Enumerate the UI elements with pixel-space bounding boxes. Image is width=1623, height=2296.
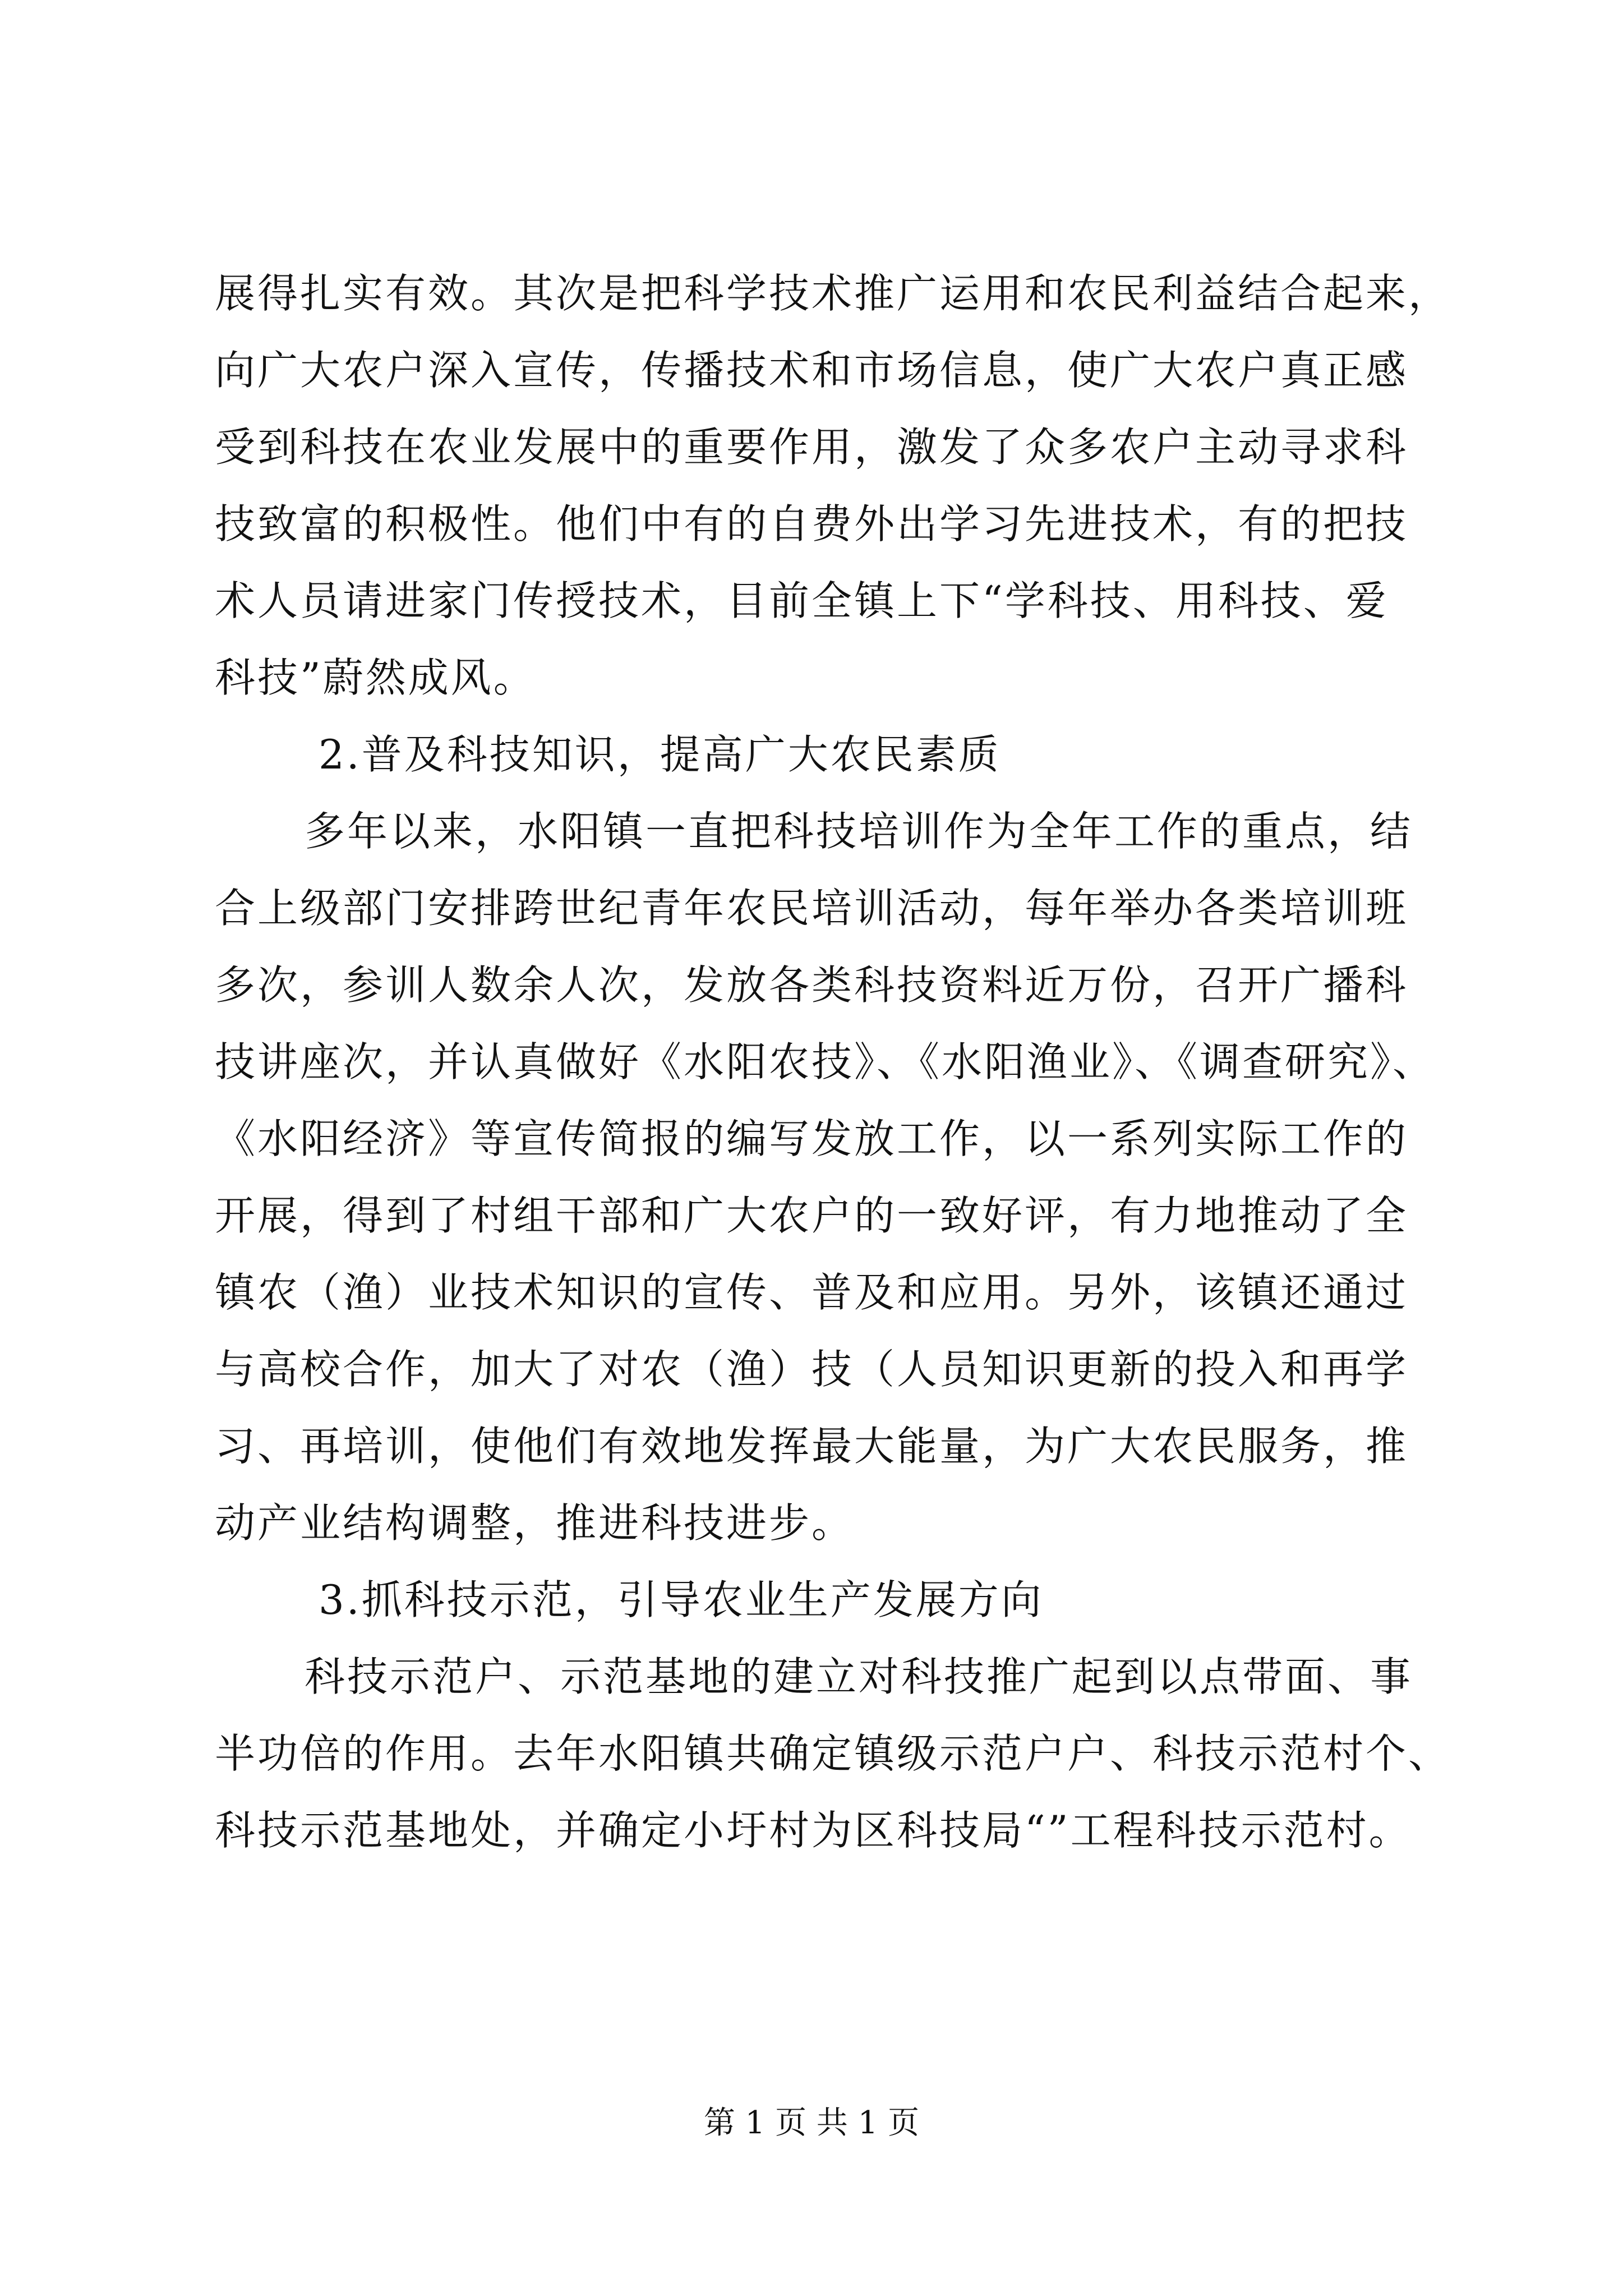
document-body bbox=[215, 255, 1465, 1869]
text-line: 合上级部门安排跨世纪青年农民培训活动，每年举办各类培训班 bbox=[215, 885, 1409, 932]
text-line: 向广大农户深入宣传，传播技术和市场信息，使广大农户真正感 bbox=[215, 347, 1409, 394]
text-line: 半功倍的作用。去年水阳镇共确定镇级示范户户、科技示范村个、 bbox=[215, 1730, 1451, 1777]
text-line: 与高校合作，加大了对农（渔）技（人员知识更新的投入和再学 bbox=[215, 1346, 1409, 1393]
text-line: 动产业结构调整，推进科技进步。 bbox=[215, 1499, 855, 1547]
section-heading: 3.抓科技示范，引导农业生产发展方向 bbox=[319, 1576, 1044, 1623]
text-line: 镇农（渔）业技术知识的宣传、普及和应用。另外，该镇还通过 bbox=[215, 1269, 1409, 1316]
section-heading: 2.普及科技知识，提高广大农民素质 bbox=[319, 731, 1001, 778]
text-line: 科技示范基地处，并确定小圩村为区科技局“”工程科技示范村。 bbox=[215, 1807, 1412, 1854]
text-line: 多次，参训人数余人次，发放各类科技资料近万份，召开广播科 bbox=[215, 961, 1409, 1009]
page-number-footer: 第 1 页 共 1 页 bbox=[703, 2105, 920, 2141]
text-line: 展得扎实有效。其次是把科学技术推广运用和农民利益结合起来， bbox=[215, 270, 1451, 317]
text-line: 术人员请进家门传授技术，目前全镇上下“学科技、用科技、爱 bbox=[215, 577, 1389, 624]
paragraph-first-line: 多年以来，水阳镇一直把科技培训作为全年工作的重点，结 bbox=[305, 808, 1413, 855]
text-line: 技讲座次，并认真做好《水阳农技》、《水阳渔业》、《调查研究》、 bbox=[215, 1038, 1436, 1085]
text-line: 习、再培训，使他们有效地发挥最大能量，为广大农民服务，推 bbox=[215, 1423, 1409, 1470]
paragraph-first-line: 科技示范户、示范基地的建立对科技推广起到以点带面、事 bbox=[305, 1653, 1413, 1700]
text-line: 开展，得到了村组干部和广大农户的一致好评，有力地推动了全 bbox=[215, 1192, 1409, 1239]
text-line: 受到科技在农业发展中的重要作用，激发了众多农户主动寻求科 bbox=[215, 424, 1409, 471]
text-line: 《水阳经济》等宣传简报的编写发放工作，以一系列实际工作的 bbox=[215, 1115, 1409, 1162]
text-line: 科技”蔚然成风。 bbox=[215, 654, 536, 701]
text-line: 技致富的积极性。他们中有的自费外出学习先进技术，有的把技 bbox=[215, 500, 1409, 547]
